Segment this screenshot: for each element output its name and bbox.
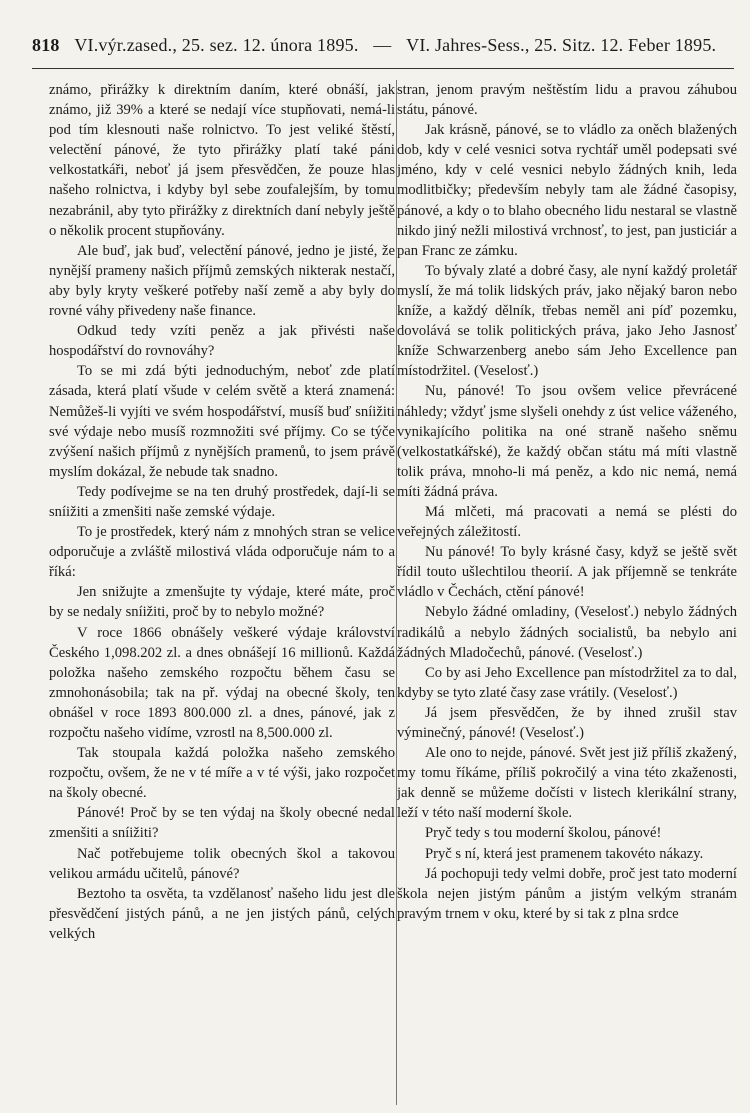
page-number: 818 bbox=[32, 35, 60, 55]
paragraph: To je prostředek, který nám z mnohých stran se velice odporučuje a zvláště milostivá vláda odporučuje nám to a říká: bbox=[49, 524, 395, 581]
paragraph: Má mlčeti, má pracovati a nemá se plésti do veřejných záležitostí. bbox=[397, 503, 737, 541]
paragraph: Ale ono to nejde, pánové. Svět jest již příliš zkažený, my tomu říkáme, příliš pokročilý a vina této zkaženosti, jak denně se můžeme dočísti v listech klerikální strany, leží v této naší moderní škole. bbox=[397, 745, 737, 822]
paragraph: Tedy podívejme se na ten druhý prostředek, dají-li se sníižiti a zmenšiti naše zemské výdaje. bbox=[49, 483, 395, 520]
paragraph: Beztoho ta osvěta, ta vzdělanosť našeho lidu jest dle přesvědčení jistých pánů, a ne jen jistých pánů, celých velkých bbox=[49, 885, 395, 942]
paragraph: Pryč s ní, která jest pramenem takovéto nákazy. bbox=[425, 845, 704, 862]
paragraph: V roce 1866 obnášely veškeré výdaje království Českého 1,098.202 zl. a dnes obnášejí 16 millionů. Každá položka našeho zemského rozpočtu během času se zmnohonásobila; tak na př. výdaj na obecné školy, ten obnášel v roce 1893 800.000 zl. a dnes, pánové, jak z rozpočtu našeho vidíme, vzrostl na 8,500.000 zl. bbox=[49, 624, 395, 741]
paragraph: Jen snižujte a zmenšujte ty výdaje, které máte, proč by se nedaly sníižiti, proč by to nebylo možné? bbox=[49, 584, 395, 621]
paragraph: Pánové! Proč by se ten výdaj na školy obecné nedal zmenšiti a sníižiti? bbox=[49, 805, 395, 842]
page-header bbox=[32, 30, 732, 60]
paragraph: To se mi zdá býti jednoduchým, neboť zde platí zásada, která platí všude v celém světě a která znamená: Nemůžeš-li vyjíti ve svém hospodářství, musíš buď sníižiti své výdaje nebo musíš rozmnožiti své příjmy. Co se týče zvýšení našich příjmů z nynějších pramenů, to jsem právě myslím dokázal, že nebude tak snadno. bbox=[49, 363, 395, 480]
paragraph: Nač potřebujeme tolik obecných škol a takovou velikou armádu učitelů, pánové? bbox=[49, 845, 395, 882]
paragraph: známo, přirážky k direktním daním, které obnáší, jak známo, již 39% a které se nedají více stupňovati, nemá-li pod tím klesnouti naše rolnictvo. To jest veliké štěstí, velectění pánové, že tyto přirážky platí také páni velkostatkáři, neboť já jsem přesvědčen, že pouze hlas našeho rolnictva, i kdyby byl sebe zoufalejším, by tomu nezabránil, aby tyto přirážky z direktních daní nebyly ještě o několik procent stupňovány. bbox=[49, 82, 395, 239]
paragraph: Jak krásně, pánové, se to vládlo za oněch blažených dob, kdy v celé vesnici sotva rychtář uměl podepsati své jméno, kdy v celé vesnici nebylo žádných knih, leda modlitbičky; především nebyly tam ale žádné časopisy, pánové, a kdy o to blaho obecného lidu nestaral se vlastně nikdo jiný nežli milostivá vrchnosť, to jest, pan justiciár a pan Franc ze zámku. bbox=[397, 122, 737, 259]
header-separator: — bbox=[373, 35, 392, 55]
paragraph: Odkud tedy vzíti peněz a jak přivésti naše hospodářství do rovnováhy? bbox=[49, 323, 395, 360]
paragraph: Tak stoupala každá položka našeho zemského rozpočtu, ovšem, že ne v té míře a v té výši, jako rozpočet na školy obecné. bbox=[49, 745, 395, 802]
header-title-czech: VI.výr.zased., 25. sez. 12. února 1895. bbox=[74, 35, 359, 55]
paragraph: Nu pánové! To byly krásné časy, když se ještě svět řídil touto ušlechtilou theorií. A jak příjemně se tenkráte vládlo v Čechách, ctění pánové! bbox=[397, 544, 737, 601]
paragraph: Já pochopuji tedy velmi dobře, proč jest tato moderní škola nejen jistým pánům a jistým velkým stranám pravým trnem v oku, které by si tak z plna srdce bbox=[397, 865, 737, 922]
right-column bbox=[397, 80, 737, 1105]
paragraph: Co by asi Jeho Excellence pan místodržitel za to dal, kdyby se tyto zlaté časy zase vrátily. (Veselosť.) bbox=[397, 664, 737, 701]
paragraph: Já jsem přesvědčen, že by ihned zrušil stav výminečný, pánové! (Veselosť.) bbox=[397, 704, 737, 741]
paragraph: Nu, pánové! To jsou ovšem velice převrácené náhledy; vždyť jsme slyšeli onehdy z úst velice váženého, vynikajícího politika na oné straně našeho sněmu (velkostatkářské), že každý občan státu má míti vlastně tolik práva, mnoho-li má peněz, a kdo nic nemá, nemá míti žádná práva. bbox=[397, 383, 737, 500]
header-rule bbox=[32, 68, 734, 69]
paragraph: stran, jenom pravým neštěstím lidu a pravou záhubou státu, pánové. bbox=[397, 82, 737, 119]
paragraph: To bývaly zlaté a dobré časy, ale nyní každý proletář myslí, že má tolik lidských práv, jako nějaký baron nebo kníže, a každý dělník, třebas neměl ani píď pozemku, dovolává se tolik politických práva, jako Jeho Jasnosť kníže Schwarzenberg anebo sám Jeho Excellence pan místodržitel. (Veselosť.) bbox=[397, 262, 737, 380]
left-column bbox=[49, 80, 395, 1105]
paragraph: Pryč tedy s tou moderní školou, pánové! bbox=[425, 825, 662, 842]
header-title-german: VI. Jahres-Sess., 25. Sitz. 12. Feber 1895. bbox=[406, 35, 717, 55]
paragraph: Nebylo žádné omladiny, (Veselosť.) nebylo žádných radikálů a nebylo žádných socialistů, ba nebylo ani žádných Mladočechů, pánové. (Veselosť.) bbox=[397, 604, 737, 661]
paragraph: Ale buď, jak buď, velectění pánové, jedno je jisté, že nynější prameny našich příjmů zemských nikterak nestačí, aby byly kryty veškeré potřeby naší země a aby byly do rovné váhy přivedeny naše finance. bbox=[49, 242, 395, 320]
